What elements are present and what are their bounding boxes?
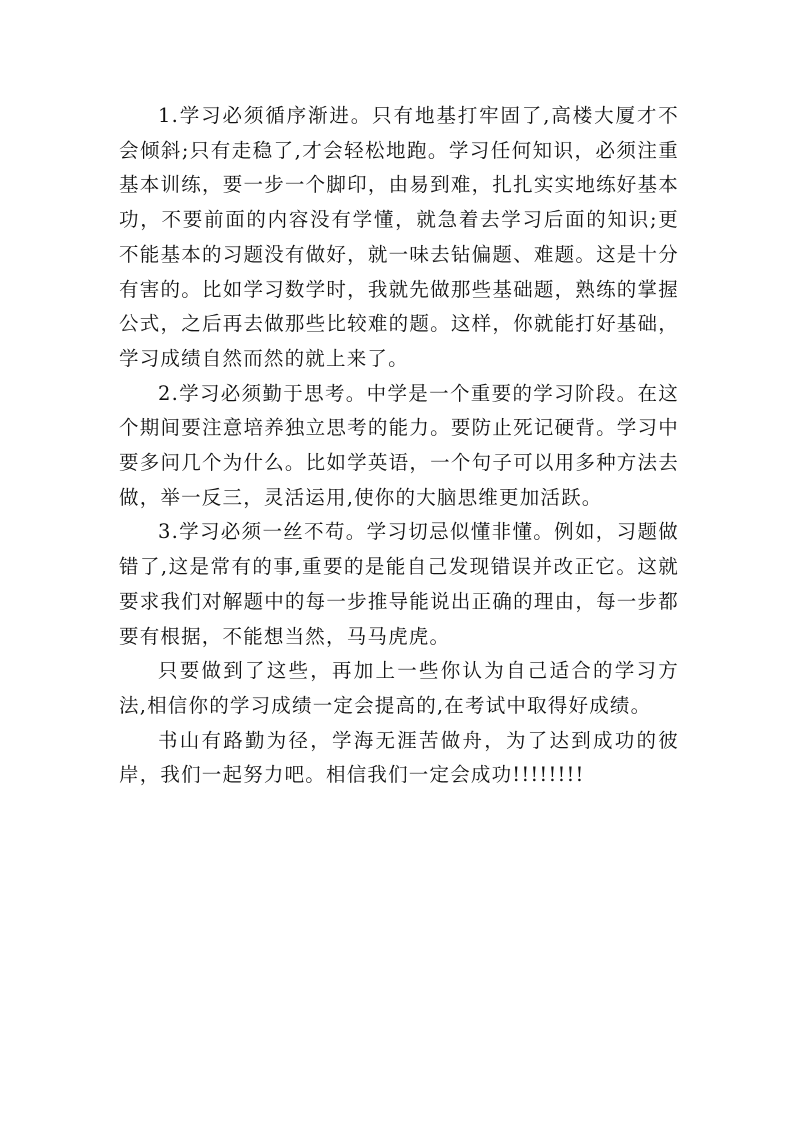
- paragraph-step-2: 2.学习必须勤于思考。中学是一个重要的学习阶段。在这个期间要注意培养独立思考的能力。要防止死记硬背。学习中要多问几个为什么。比如学英语，一个句子可以用多种方法去做，举一反三，灵活运用,使你的大脑思维更加活跃。: [119, 381, 679, 509]
- paragraph-summary: 只要做到了这些，再加上一些你认为自己适合的学习方法,相信你的学习成绩一定会提高的,在考试中取得好成绩。: [119, 659, 679, 717]
- document-body: [119, 99, 679, 793]
- paragraph-closing: 书山有路勤为径，学海无涯苦做舟，为了达到成功的彼岸，我们一起努力吧。相信我们一定会成功!!!!!!!!: [119, 728, 679, 787]
- paragraph-step-1: 1.学习必须循序渐进。只有地基打牢固了,高楼大厦才不会倾斜;只有走稳了,才会轻松地跑。学习任何知识，必须注重基本训练，要一步一个脚印，由易到难，扎扎实实地练好基本功，不要前面的内容没有学懂，就急着去学习后面的知识;更不能基本的习题没有做好，就一味去钻偏题、难题。这是十分有害的。比如学习数学时，我就先做那些基础题，熟练的掌握公式，之后再去做那些比较难的题。这样，你就能打好基础，学习成绩自然而然的就上来了。: [119, 104, 679, 370]
- paragraph-step-3: 3.学习必须一丝不苟。学习切忌似懂非懂。例如，习题做错了,这是常有的事,重要的是能自己发现错误并改正它。这就要求我们对解题中的每一步推导能说出正确的理由，每一步都要有根据，不能想当然，马马虎虎。: [119, 520, 679, 648]
